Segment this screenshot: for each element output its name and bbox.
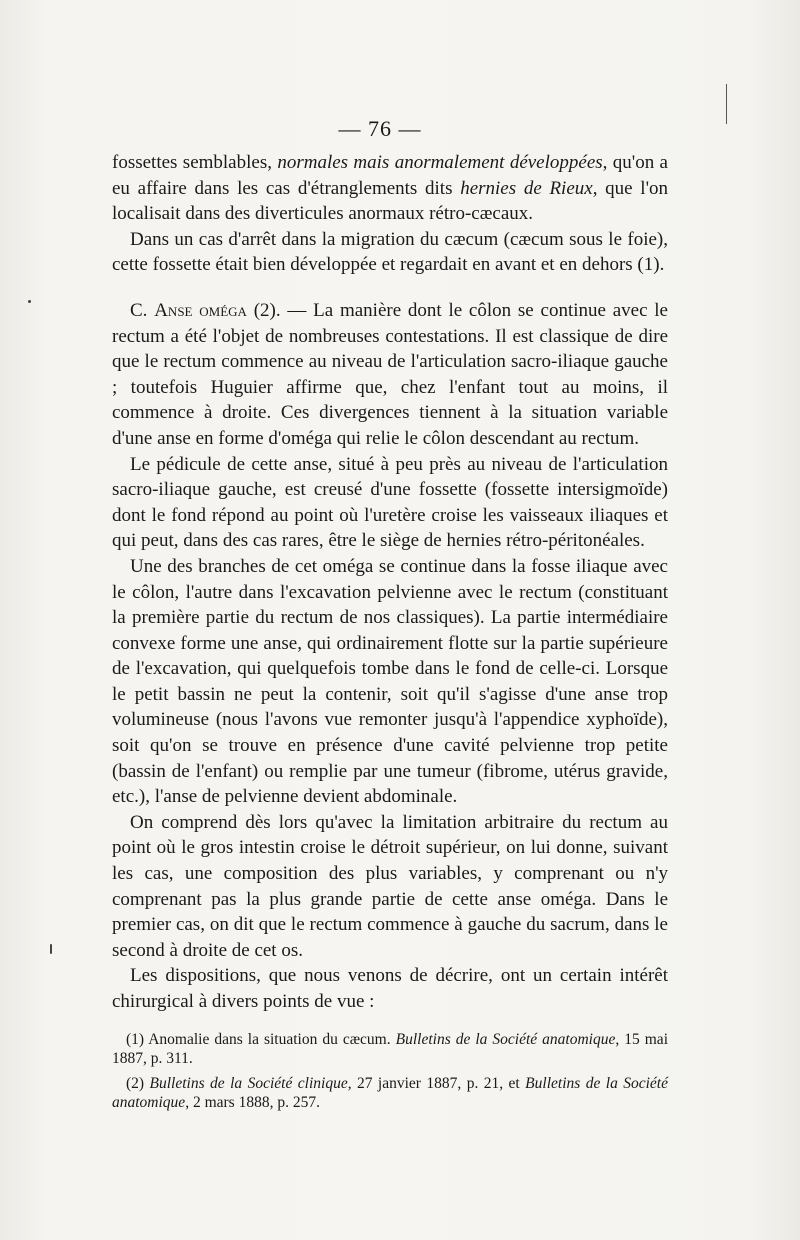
text-run: Dans un cas d'arrêt dans la migration du cæcum (cæcum sous le foie), cette fossette était bien développée et regardait en avant et en dehors (1).: [112, 228, 668, 276]
italic-text: hernies de Rieux: [460, 177, 593, 199]
scan-speck: [50, 944, 52, 954]
text-run: , que l'on localisait dans des diverticules anormaux rétro-cæcaux.: [112, 177, 668, 225]
italic-text: Bulletins de la Société anatomique: [395, 1031, 616, 1048]
italic-text: Bulletins de la Société anatomique: [112, 1075, 668, 1111]
text-run: , qu'on a eu affaire dans les cas d'étranglements dits: [112, 152, 668, 199]
text-run: (2). — La manière dont le côlon se continue avec le rectum a été l'objet de nombreuses contestations. Il est classique de dire que le rectum commence au niveau de l'articulation sacro-iliaque gauche ; toutefois Huguier affirme que, chez l'enfant tout au moins, il commence à droite. Ces divergences tiennent à la situation variable d'une anse en forme d'oméga qui relie le côlon descendant au rectum.: [112, 299, 668, 449]
text-run: (1) Anomalie dans la situation du cæcum.: [126, 1031, 396, 1048]
footnote: [112, 1074, 668, 1112]
text-run: fossettes semblables,: [112, 152, 278, 173]
text-run: Une des branches de cet oméga se continue dans la fosse iliaque avec le côlon, l'autre dans l'excavation pelvienne avec le rectum (constituant la première partie du rectum de nos classiques). La partie intermédiaire convexe forme une anse, qui ordinairement flotte sur la partie supérieure de l'excavation, qui quelquefois tombe dans le fond de celle-ci. Lorsque le petit bassin ne peut la contenir, soit qu'il s'agisse d'une anse trop volumineuse (nous l'avons vue remonter jusqu'à l'appendice xyphoïde), soit qu'on se trouve en présence d'une cavité pelvienne trop petite (bassin de l'enfant) ou remplie par une tumeur (fibrome, utérus gravide, etc.), l'anse de pelvienne devient abdominale.: [112, 555, 668, 808]
page-number: — 76 —: [338, 116, 422, 141]
paragraph: [112, 554, 668, 810]
italic-text: Bulletins de la Société clinique: [149, 1075, 348, 1092]
section-heading: Anse oméga: [154, 299, 247, 321]
text-run: , 27 janvier 1887, p. 21, et: [347, 1075, 526, 1092]
text-run: On comprend dès lors qu'avec la limitation arbitraire du rectum au point où le gros intestin croise le détroit supérieur, on lui donne, suivant les cas, une composition des plus variables, y comprenant ou n'y comprenant pas la plus grande partie de cette anse oméga. Dans le premier cas, on dit que le rectum commence à gauche du sacrum, dans le second à droite de cet os.: [112, 811, 668, 961]
text-run: , 2 mars 1888, p. 257.: [185, 1094, 320, 1111]
paragraph: [112, 298, 668, 452]
paragraph: [112, 150, 668, 227]
text-run: Le pédicule de cette anse, situé à peu près au niveau de l'articulation sacro-iliaque gauche, est creusé d'une fossette (fossette intersigmoïde) dont le fond répond au point où l'uretère croise les vaisseaux iliaques et qui peut, dans des cas rares, être le siège de hernies rétro-péritonéales.: [112, 453, 668, 552]
text-run: C.: [130, 299, 155, 321]
footnotes: [112, 1030, 668, 1118]
italic-text: normales mais anormalement développées: [277, 152, 603, 173]
paragraph: [112, 963, 668, 1014]
body-text: [112, 150, 668, 1015]
text-run: , 15 mai 1887, p. 311.: [112, 1031, 668, 1067]
paragraph: [112, 227, 668, 278]
scan-speck: [28, 300, 31, 303]
paragraph: [112, 810, 668, 964]
text-run: (2): [126, 1075, 150, 1092]
text-run: Les dispositions, que nous venons de décrire, ont un certain intérêt chirurgical à divers points de vue :: [112, 965, 668, 1012]
footnote: [112, 1030, 668, 1068]
paragraph: [112, 452, 668, 554]
